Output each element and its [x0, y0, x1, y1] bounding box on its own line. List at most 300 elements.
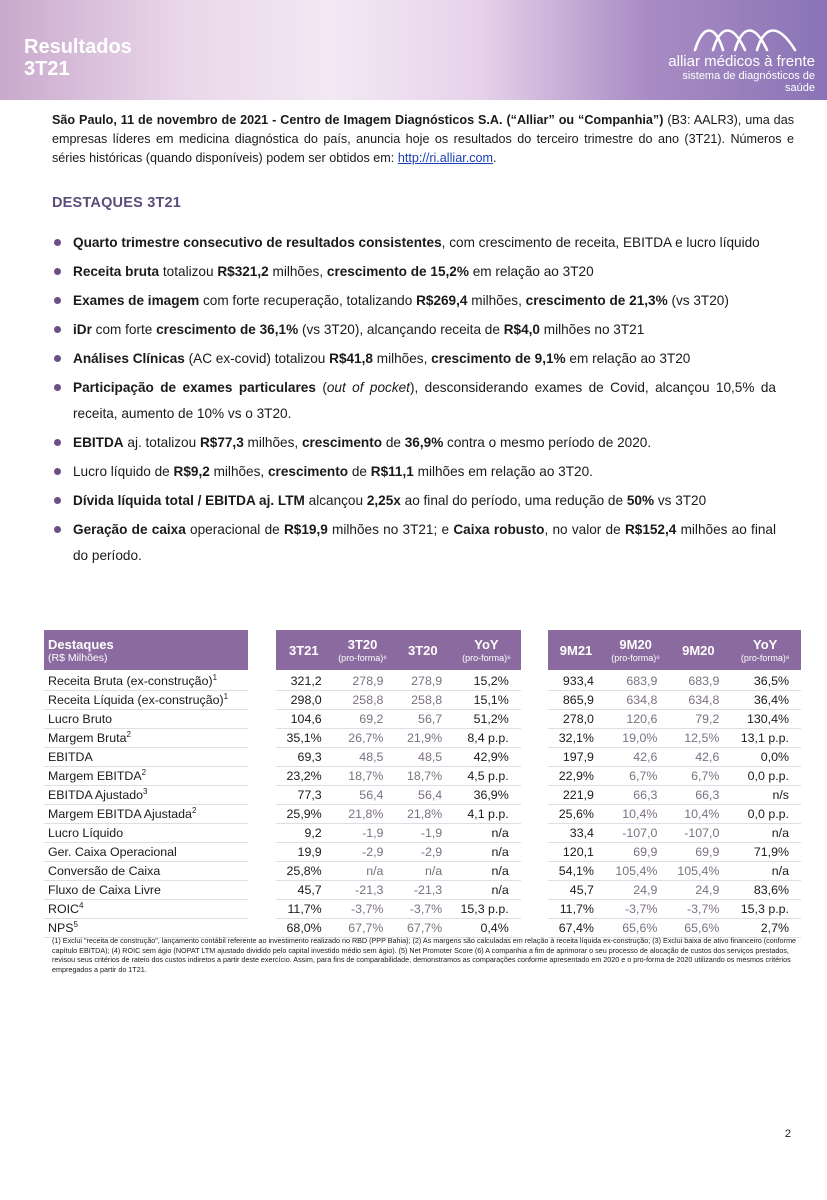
table-cell: -3,7% — [667, 900, 729, 919]
highlight-bold-text: 36,9% — [404, 435, 444, 450]
highlight-text: milhões no 3T21; e — [327, 522, 454, 537]
table-row — [44, 729, 801, 748]
table-cell: 69,9 — [667, 843, 729, 862]
column-header-subtitle: (pro-forma)⁶ — [611, 653, 661, 663]
highlight-bold-text: R$269,4 — [416, 293, 468, 308]
table-cell: 68,0% — [276, 919, 332, 938]
highlight-item — [52, 459, 776, 485]
highlight-bold-text: 2,25x — [366, 493, 401, 508]
table-cell: 258,8 — [393, 691, 452, 710]
highlight-item — [52, 375, 776, 427]
table-gap-cell — [521, 881, 548, 900]
table-row — [44, 919, 801, 938]
table-cell: 683,9 — [667, 670, 729, 691]
highlight-text: operacional de — [185, 522, 284, 537]
column-header-title: 9M20 — [619, 637, 652, 652]
row-footnote-ref: 2 — [126, 729, 131, 739]
table-gap-cell — [248, 919, 275, 938]
table-cell: 8,4 p.p. — [452, 729, 521, 748]
highlight-text: vs 3T20 — [654, 493, 707, 508]
row-label — [44, 862, 248, 881]
table-gap-cell — [248, 729, 275, 748]
highlight-bold-text: crescimento — [301, 435, 383, 450]
highlight-text: milhões ao final do período. — [73, 522, 776, 563]
table-cell: 130,4% — [729, 710, 801, 729]
column-header — [393, 630, 452, 670]
highlight-text: out of pocket — [326, 380, 410, 395]
highlight-bold-text: EBITDA — [73, 435, 124, 450]
table-cell: -21,3 — [393, 881, 452, 900]
highlights-list — [52, 230, 776, 572]
table-cell: n/a — [452, 824, 521, 843]
row-label-text: Fluxo de Caixa Livre — [48, 883, 161, 897]
table-gap-cell — [248, 786, 275, 805]
highlight-text: em relação ao 3T20 — [468, 264, 594, 279]
table-cell: 56,7 — [393, 710, 452, 729]
table-cell: 36,5% — [729, 670, 801, 691]
page-header-banner — [0, 0, 827, 100]
table-cell: 104,6 — [276, 710, 332, 729]
table-cell: n/a — [452, 843, 521, 862]
table-cell: 25,8% — [276, 862, 332, 881]
highlight-text: milhões, — [372, 351, 432, 366]
table-row — [44, 670, 801, 691]
row-label-text: EBITDA — [48, 750, 93, 764]
column-header-title: 9M20 — [682, 642, 715, 658]
row-footnote-ref: 2 — [141, 767, 147, 777]
table-cell: 6,7% — [604, 767, 667, 786]
highlight-bold-text: R$4,0 — [503, 322, 540, 337]
table-cell: 23,2% — [276, 767, 332, 786]
highlight-bold-text: R$9,2 — [173, 464, 210, 479]
table-cell: 36,4% — [729, 691, 801, 710]
row-footnote-ref: 1 — [223, 691, 229, 701]
report-title-line1: Resultados — [24, 36, 132, 58]
table-cell: -21,3 — [332, 881, 394, 900]
column-header-title: 9M21 — [559, 642, 593, 658]
table-gap-cell — [248, 691, 275, 710]
row-label — [44, 729, 248, 748]
table-gap-cell — [248, 881, 275, 900]
table-cell: 0,0 p.p. — [729, 805, 801, 824]
column-header-title: 3T20 — [347, 637, 378, 652]
table-gap-cell — [521, 786, 548, 805]
column-header-title: 3T20 — [407, 642, 438, 658]
table-cell: -1,9 — [393, 824, 452, 843]
table-gap-cell — [248, 670, 275, 691]
row-label-text: NPS — [48, 921, 74, 935]
highlight-text: com forte — [91, 322, 157, 337]
table-cell: -3,7% — [393, 900, 452, 919]
table-cell: n/a — [729, 862, 801, 881]
table-cell: 42,6 — [604, 748, 667, 767]
highlight-bold-text: Participação de exames particulares — [73, 380, 316, 395]
highlight-item — [52, 259, 776, 285]
intro-lead: São Paulo, 11 de novembro de 2021 - Centro de Imagem Diagnósticos S.A. (“Alliar” ou “Companhia”) — [52, 113, 664, 127]
alliar-logo-mark — [693, 22, 797, 52]
table-row — [44, 862, 801, 881]
column-header-subtitle: (pro-forma)⁶ — [338, 653, 387, 663]
table-gap-cell — [521, 670, 548, 691]
highlight-text: ), desconsiderando exames de Covid, alcançou 10,5% da receita, aumento de 10% vs o 3T20. — [73, 380, 776, 421]
column-header — [548, 630, 604, 670]
logo-text: alliar médicos à frente — [668, 53, 815, 70]
table-cell: n/a — [393, 862, 452, 881]
highlight-bold-text: R$152,4 — [624, 522, 677, 537]
highlight-bold-text: 50% — [626, 493, 655, 508]
table-cell: 69,9 — [604, 843, 667, 862]
table-cell: n/a — [452, 881, 521, 900]
row-label — [44, 843, 248, 862]
table-cell: 67,7% — [393, 919, 452, 938]
table-row — [44, 900, 801, 919]
highlight-bold-text: Exames de imagem — [73, 293, 200, 308]
table-cell: -2,9 — [393, 843, 452, 862]
highlight-text: aj. totalizou — [123, 435, 200, 450]
table-cell: 4,1 p.p. — [452, 805, 521, 824]
table-gap-cell — [521, 710, 548, 729]
table-cell: 9,2 — [276, 824, 332, 843]
column-header — [332, 630, 394, 670]
page-number: 2 — [784, 1128, 791, 1140]
table-cell: 258,8 — [332, 691, 394, 710]
table-cell: 24,9 — [604, 881, 667, 900]
table-gap-cell — [521, 862, 548, 881]
intro-end: . — [493, 151, 497, 165]
table-cell: 65,6% — [667, 919, 729, 938]
highlight-text: (AC ex-covid) totalizou — [184, 351, 330, 366]
table-row — [44, 843, 801, 862]
row-footnote-ref: 2 — [191, 805, 197, 815]
table-cell: 221,9 — [548, 786, 604, 805]
highlight-text: milhões em relação ao 3T20. — [413, 464, 593, 479]
table-cell: 11,7% — [276, 900, 332, 919]
table-cell: 15,2% — [452, 670, 521, 691]
row-label — [44, 919, 248, 938]
table-row — [44, 786, 801, 805]
highlight-text: (vs 3T20), alcançando receita de — [298, 322, 504, 337]
table-cell: 66,3 — [604, 786, 667, 805]
column-header-title: YoY — [753, 637, 778, 652]
financial-highlights-table-wrap — [44, 630, 801, 938]
table-cell: 634,8 — [604, 691, 667, 710]
table-cell: 25,6% — [548, 805, 604, 824]
highlight-text: milhões, — [268, 264, 327, 279]
table-cell: 33,4 — [548, 824, 604, 843]
row-label — [44, 824, 248, 843]
table-cell: -107,0 — [667, 824, 729, 843]
table-row — [44, 881, 801, 900]
row-footnote-ref: 1 — [212, 672, 218, 682]
table-cell: 634,8 — [667, 691, 729, 710]
highlight-text: milhões, — [467, 293, 526, 308]
highlight-bold-text: iDr — [73, 322, 92, 337]
table-cell: 56,4 — [393, 786, 452, 805]
table-cell: -3,7% — [604, 900, 667, 919]
table-cell: 45,7 — [276, 881, 332, 900]
table-cell: 2,7% — [729, 919, 801, 938]
ir-website-link[interactable]: http://ri.alliar.com — [397, 151, 493, 165]
highlight-bold-text: R$321,2 — [217, 264, 269, 279]
table-cell: 197,9 — [548, 748, 604, 767]
table-gap-cell — [248, 805, 275, 824]
highlight-text: contra o mesmo período de 2020. — [443, 435, 652, 450]
row-footnote-ref: 5 — [73, 919, 78, 929]
row-label-text: Lucro Bruto — [48, 712, 113, 726]
table-cell: 10,4% — [667, 805, 729, 824]
table-cell: 42,9% — [452, 748, 521, 767]
column-header — [276, 630, 332, 670]
table-cell: 278,0 — [548, 710, 604, 729]
table-cell: 42,6 — [667, 748, 729, 767]
highlight-bold-text: Geração de caixa — [73, 522, 186, 537]
table-cell: 65,6% — [604, 919, 667, 938]
highlight-text: milhões no 3T21 — [539, 322, 645, 337]
table-cell: 32,1% — [548, 729, 604, 748]
table-gap-cell — [521, 824, 548, 843]
row-label-text: Margem EBITDA Ajustada — [48, 807, 192, 821]
row-label-text: Lucro Líquido — [48, 826, 124, 840]
table-cell: 67,7% — [332, 919, 394, 938]
row-label — [44, 691, 248, 710]
table-cell: 12,5% — [667, 729, 729, 748]
row-footnote-ref: 4 — [78, 900, 84, 910]
table-gap-cell — [521, 691, 548, 710]
table-cell: 0,0% — [729, 748, 801, 767]
table-cell: 0,4% — [452, 919, 521, 938]
row-label — [44, 670, 248, 691]
column-header — [452, 630, 521, 670]
table-gap-cell — [248, 862, 275, 881]
table-row — [44, 824, 801, 843]
table-cell: 19,0% — [604, 729, 667, 748]
highlight-bold-text: R$19,9 — [283, 522, 328, 537]
table-cell: 15,3 p.p. — [729, 900, 801, 919]
table-header-gap — [521, 630, 548, 670]
row-label-text: Receita Líquida (ex-construção) — [48, 693, 224, 707]
highlight-text: Lucro líquido de — [73, 464, 174, 479]
highlight-item — [52, 288, 776, 314]
row-label — [44, 748, 248, 767]
table-cell: 54,1% — [548, 862, 604, 881]
table-cell: 105,4% — [667, 862, 729, 881]
table-header-label — [44, 630, 248, 670]
highlight-text: com forte recuperação, totalizando — [199, 293, 417, 308]
table-cell: 21,9% — [393, 729, 452, 748]
table-header-gap — [248, 630, 275, 670]
table-cell: 105,4% — [604, 862, 667, 881]
table-cell: n/a — [332, 862, 394, 881]
table-gap-cell — [248, 748, 275, 767]
intro-paragraph — [52, 111, 794, 168]
table-cell: n/a — [729, 824, 801, 843]
table-cell: 56,4 — [332, 786, 394, 805]
table-row — [44, 748, 801, 767]
table-cell: 45,7 — [548, 881, 604, 900]
table-row — [44, 691, 801, 710]
table-cell: 71,9% — [729, 843, 801, 862]
section-title-highlights: DESTAQUES 3T21 — [52, 195, 182, 211]
table-cell: 21,8% — [393, 805, 452, 824]
highlight-item — [52, 430, 776, 456]
column-header-title: 3T21 — [288, 642, 319, 658]
table-cell: 69,2 — [332, 710, 394, 729]
table-cell: 25,9% — [276, 805, 332, 824]
table-cell: 13,1 p.p. — [729, 729, 801, 748]
table-cell: 19,9 — [276, 843, 332, 862]
row-label-text: Margem EBITDA — [48, 769, 142, 783]
highlight-bold-text: crescimento de 9,1% — [431, 351, 566, 366]
table-header-unit: (R$ Milhões) — [48, 652, 108, 664]
table-gap-cell — [521, 843, 548, 862]
highlight-text: de — [382, 435, 405, 450]
highlight-bold-text: Análises Clínicas — [73, 351, 185, 366]
highlight-text: em relação ao 3T20 — [565, 351, 691, 366]
highlight-text: de — [348, 464, 371, 479]
highlight-text: ao final do período, uma redução de — [400, 493, 627, 508]
table-cell: 15,3 p.p. — [452, 900, 521, 919]
table-cell: 48,5 — [393, 748, 452, 767]
table-cell: 278,9 — [393, 670, 452, 691]
table-gap-cell — [521, 767, 548, 786]
table-cell: 933,4 — [548, 670, 604, 691]
table-cell: 51,2% — [452, 710, 521, 729]
row-label — [44, 767, 248, 786]
highlight-bold-text: Dívida líquida total / EBITDA aj. LTM — [73, 493, 305, 508]
table-cell: 0,0 p.p. — [729, 767, 801, 786]
row-footnote-ref: 3 — [143, 786, 148, 796]
table-gap-cell — [248, 824, 275, 843]
row-label-text: ROIC — [48, 902, 79, 916]
highlight-bold-text: crescimento — [267, 464, 349, 479]
table-gap-cell — [521, 919, 548, 938]
table-cell: 79,2 — [667, 710, 729, 729]
column-header-title: YoY — [474, 637, 499, 652]
highlight-text: milhões, — [209, 464, 268, 479]
table-cell: 26,7% — [332, 729, 394, 748]
table-cell: 77,3 — [276, 786, 332, 805]
table-row — [44, 805, 801, 824]
row-label-text: Ger. Caixa Operacional — [48, 845, 177, 859]
table-gap-cell — [248, 843, 275, 862]
table-cell: -3,7% — [332, 900, 394, 919]
table-gap-cell — [521, 729, 548, 748]
highlight-text: totalizou — [159, 264, 218, 279]
table-cell: 36,9% — [452, 786, 521, 805]
highlight-bold-text: R$41,8 — [329, 351, 373, 366]
table-cell: 69,3 — [276, 748, 332, 767]
report-title — [24, 36, 132, 80]
table-cell: 48,5 — [332, 748, 394, 767]
table-cell: 24,9 — [667, 881, 729, 900]
row-label — [44, 900, 248, 919]
row-label — [44, 786, 248, 805]
column-header — [667, 630, 729, 670]
table-cell: 10,4% — [604, 805, 667, 824]
table-cell: 22,9% — [548, 767, 604, 786]
report-title-line2: 3T21 — [24, 58, 70, 80]
table-gap-cell — [248, 767, 275, 786]
row-label — [44, 881, 248, 900]
logo-tagline: sistema de diagnósticos de saúde — [682, 70, 815, 94]
highlight-bold-text: Caixa robusto — [453, 522, 545, 537]
row-label-text: Receita Bruta (ex-construção) — [48, 674, 213, 688]
column-header-subtitle: (pro-forma)⁶ — [462, 653, 511, 663]
table-cell: 120,1 — [548, 843, 604, 862]
highlight-item — [52, 230, 776, 256]
table-cell: n/s — [729, 786, 801, 805]
table-header-row — [44, 630, 801, 670]
intro-body: (B3: AALR3), uma das empresas líderes em medicina diagnóstica do país, anuncia hoje os resultados do terceiro trimestre do ano (3T21). Números e séries históricas (quando disponíveis) podem ser obtidos em: — [52, 113, 794, 165]
table-cell: 21,8% — [332, 805, 394, 824]
row-label-text: Margem Bruta — [48, 731, 127, 745]
highlight-bold-text: crescimento de 15,2% — [326, 264, 469, 279]
table-cell: 278,9 — [332, 670, 394, 691]
highlight-bold-text: Receita bruta — [73, 264, 160, 279]
highlight-bold-text: crescimento de 21,3% — [525, 293, 668, 308]
table-cell: 15,1% — [452, 691, 521, 710]
table-gap-cell — [248, 900, 275, 919]
highlight-item — [52, 346, 776, 372]
table-cell: 67,4% — [548, 919, 604, 938]
table-gap-cell — [521, 805, 548, 824]
highlight-item — [52, 488, 776, 514]
highlight-text: milhões, — [243, 435, 302, 450]
table-cell: 11,7% — [548, 900, 604, 919]
table-row — [44, 767, 801, 786]
row-label-text: EBITDA Ajustado — [48, 788, 144, 802]
highlight-text: (vs 3T20) — [667, 293, 729, 308]
table-cell: -2,9 — [332, 843, 394, 862]
table-header-title: Destaques — [48, 637, 114, 652]
table-cell: -107,0 — [604, 824, 667, 843]
table-cell: 18,7% — [332, 767, 394, 786]
highlight-bold-text: R$77,3 — [199, 435, 244, 450]
highlight-text: alcançou — [304, 493, 367, 508]
row-label — [44, 805, 248, 824]
highlight-item — [52, 317, 776, 343]
table-footnote: (1) Exclui "receita de construção", lançamento contábil referente ao investimento realizado no RBD (PPP Bahia); (2) As margens são calculadas em relação à receita líquida ex-construção; (3) Exclui baixa de ativo financeiro (conforme capítulo EBITDA); (4) ROIC sem ágio (NOPAT LTM ajustado dividido pelo capital investido médio sem ágio). (5) Net Promoter Score (6) A companhia a fim de aprimorar o seu processo de alocação de custos dos serviços prestados, revisou seus critérios de rateio dos custos indiretos a partir deste exercício. Assim, para fins de comparabilidade, demonstramos as comparações conforme apresentado em 2020 e o pro-forma de 2020 utilizando os mesmos critérios empregados a partir do 1T21. — [52, 936, 797, 974]
column-header-subtitle: (pro-forma)⁶ — [740, 653, 790, 663]
table-cell: n/a — [452, 862, 521, 881]
highlight-text: , com crescimento de receita, EBITDA e lucro líquido — [441, 235, 760, 250]
highlight-item — [52, 517, 776, 569]
table-cell: 298,0 — [276, 691, 332, 710]
table-cell: 4,5 p.p. — [452, 767, 521, 786]
table-cell: 35,1% — [276, 729, 332, 748]
table-cell: 66,3 — [667, 786, 729, 805]
column-header — [729, 630, 801, 670]
table-gap-cell — [521, 900, 548, 919]
table-cell: 18,7% — [393, 767, 452, 786]
row-label-text: Conversão de Caixa — [48, 864, 161, 878]
highlight-text: ( — [315, 380, 327, 395]
alliar-logo — [655, 22, 815, 94]
highlight-bold-text: Quarto trimestre consecutivo de resultados consistentes — [73, 235, 442, 250]
table-cell: 6,7% — [667, 767, 729, 786]
row-label — [44, 710, 248, 729]
table-gap-cell — [521, 748, 548, 767]
column-header — [604, 630, 667, 670]
table-cell: 683,9 — [604, 670, 667, 691]
table-cell: 83,6% — [729, 881, 801, 900]
highlight-bold-text: crescimento de 36,1% — [156, 322, 299, 337]
highlight-bold-text: R$11,1 — [370, 464, 414, 479]
financial-highlights-table — [44, 630, 801, 938]
table-cell: 865,9 — [548, 691, 604, 710]
table-cell: -1,9 — [332, 824, 394, 843]
table-cell: 321,2 — [276, 670, 332, 691]
